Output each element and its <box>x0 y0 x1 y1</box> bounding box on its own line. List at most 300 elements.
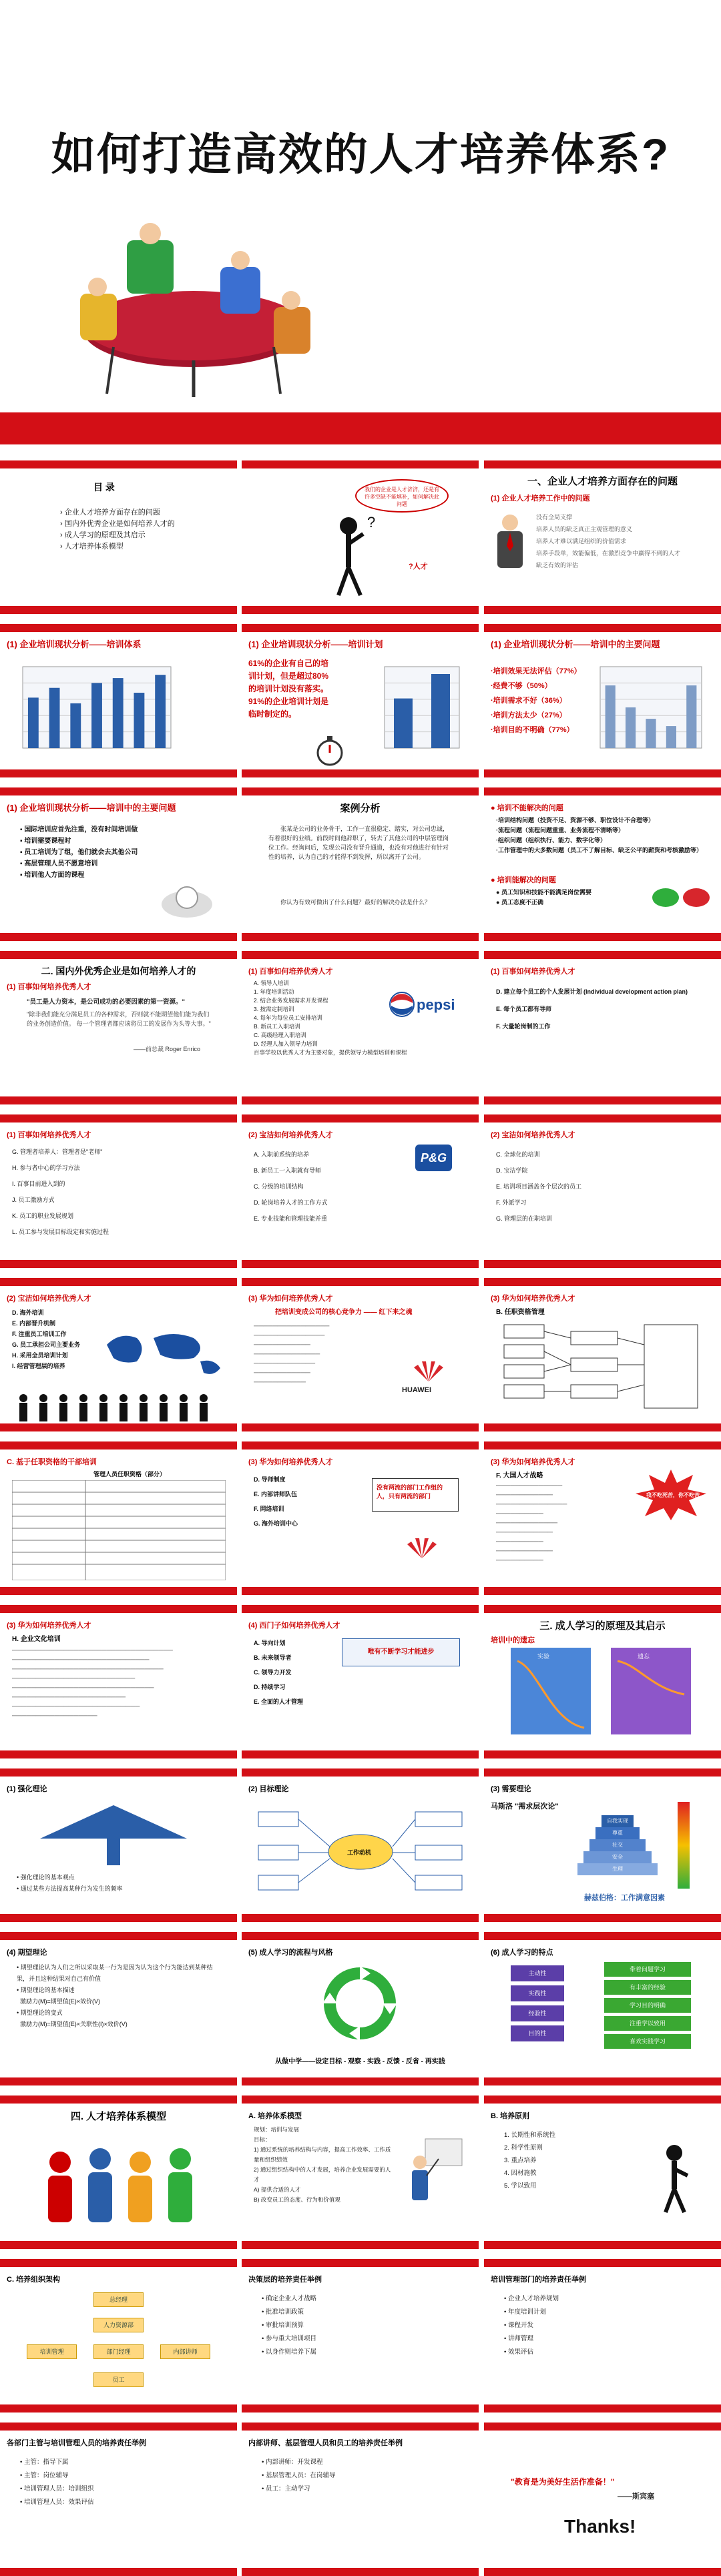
thinking-person-icon <box>651 2142 698 2216</box>
slide-subtitle: (2) 宝洁如何培养优秀人才 <box>248 1131 333 1139</box>
list-item: C. 领导力开发 <box>254 1669 292 1676</box>
slide-subtitle: ● 培训不能解决的问题 <box>491 804 563 812</box>
list-item: F. 外派学习 <box>496 1199 527 1206</box>
list-item: • 员工：主动学习 <box>262 2485 310 2493</box>
slide-subtitle: (1) 百事如何培养优秀人才 <box>7 983 91 991</box>
pepsi-wordmark: pepsi <box>417 996 455 1013</box>
org-box: 部门经理 <box>93 2344 144 2359</box>
list-item: I. 百事目前进入到的 <box>12 1181 65 1187</box>
list-item: • 主管：指导下属 <box>20 2459 69 2466</box>
list-item: F. 大量轮岗制的工作 <box>496 1023 551 1030</box>
list-item: • 期望理论的变式 <box>17 2009 63 2016</box>
pyramid-level: 生理 <box>577 1863 658 1875</box>
list-item: 百事学校以优秀人才为主要对象，提供领导力模型培训和课程 <box>254 1049 407 1056</box>
qualification-table <box>12 1480 226 1580</box>
page-title: 如何打造高效的人才培养体系? <box>51 129 670 179</box>
chart-bar <box>134 693 145 748</box>
closing-quote: "教育是为美好生活作准备！" <box>511 2477 615 2487</box>
list-item: 1. 年度培训活动 <box>254 988 294 995</box>
list-item: ● 员工知识和技能不能满足岗位需要 <box>496 889 591 896</box>
pepsi-list <box>496 983 688 1035</box>
list-item: • 培训管理人员：培训组织 <box>20 2485 94 2493</box>
list-item: D. 导师制度 <box>254 1476 286 1483</box>
trait-box: 注重学以致用 <box>604 2016 691 2031</box>
slide-subtitle: (1) 企业人才培养工作中的问题 <box>491 495 590 503</box>
chart-bar <box>91 683 102 748</box>
buttons-icon <box>651 884 711 911</box>
slide-subtitle: (1) 强化理论 <box>7 1785 47 1793</box>
slide-pepsi-3 <box>0 1114 237 1268</box>
maslow-pyramid <box>577 1815 658 1875</box>
slide-title: 三. 成人学习的原理及其启示 <box>539 1620 666 1632</box>
huawei-wordmark: HUAWEI <box>402 1386 431 1394</box>
unsolvable-list <box>496 816 702 856</box>
list-item: D. 经理人加入领导力培训 <box>254 1040 318 1047</box>
chart-bar <box>49 688 60 748</box>
slide-subtitle: (3) 华为如何培养优秀人才 <box>491 1458 575 1466</box>
list-item: C. 全球化的培训 <box>496 1151 540 1158</box>
slide-huawei-5 <box>484 1441 721 1595</box>
list-item: ▪ 员工培训为了组，他们就会去其他公司 <box>20 849 138 856</box>
org-box: 培训管理 <box>27 2344 77 2359</box>
list-item: ·经费不够（50%） <box>491 682 552 690</box>
slide-title: (1) 企业培训现状分析——培训体系 <box>7 639 142 649</box>
trait-box: 实践性 <box>511 1985 564 2001</box>
list-item: • 内部讲师：开发课程 <box>262 2459 323 2466</box>
slide-subtitle: (2) 宝洁如何培养优秀人才 <box>491 1131 575 1139</box>
chart-bar <box>646 719 656 748</box>
slide-thanks <box>484 2423 721 2576</box>
slide-subtitle: (5) 成人学习的流程与风格 <box>248 1949 333 1957</box>
world-map-icon <box>100 1325 227 1385</box>
slide-training-issues-2 <box>0 787 237 941</box>
problem-list <box>536 511 680 571</box>
list-item: • 讲师管理 <box>504 2335 533 2342</box>
list-item: B) 改变员工的态度、行为和价值观 <box>254 2196 340 2203</box>
list-item: 没有全局支撑 <box>536 514 573 521</box>
slide-training-system <box>0 624 237 777</box>
forgetting-curve-chart <box>511 1648 698 1744</box>
section-head: H. 企业文化培训 <box>12 1636 61 1643</box>
chart-bar <box>626 707 636 748</box>
responsibility-list <box>262 2292 316 2359</box>
list-item: • 审批培训预算 <box>262 2322 304 2329</box>
list-item: 4. 每年为每位员工安排培训 <box>254 1014 322 1021</box>
slide-solvable-problems <box>484 787 721 941</box>
learning-cycle-diagram <box>318 1962 402 2045</box>
slide-org-structure <box>0 2259 237 2412</box>
light-bulb-icon <box>160 874 214 921</box>
meeting-illustration <box>53 214 334 407</box>
thanks-text: Thanks! <box>564 2516 636 2537</box>
thinking-person-icon <box>322 514 382 601</box>
slide-model-title <box>0 2096 237 2249</box>
slide-subtitle: (4) 西门子如何培养优秀人才 <box>248 1622 340 1630</box>
expectancy-list <box>17 1962 217 2030</box>
list-item: B. 新员工入职培训 <box>254 1023 300 1030</box>
list-item: D. 宝洁学院 <box>496 1167 528 1174</box>
model-list <box>254 2125 394 2205</box>
body-lines: ──────────────── ─────────────── ──────────── ────────────── ───────────── ──────────── ─────────── <box>254 1323 330 1386</box>
slide-case-study <box>242 787 479 941</box>
slide-subtitle: C. 培养组织架构 <box>7 2276 61 2284</box>
slide-training-plan <box>242 624 479 777</box>
list-item: I. 经营管理层的培养 <box>12 1363 65 1369</box>
trait-box: 带着问题学习 <box>604 1962 691 1977</box>
list-item: 3. 重点培养 <box>504 2157 537 2164</box>
list-item: ·工作管理中的大多数问题（员工不了解目标、缺乏公平的薪资和考核激励等） <box>496 847 702 854</box>
slide-internal-trainers <box>242 2423 479 2576</box>
quote-box: 唯有不断学习才能进步 <box>342 1638 460 1666</box>
list-item: D. 轮岗培养人才的工作方式 <box>254 1199 328 1206</box>
list-item: 缺乏有效的评估 <box>536 562 579 569</box>
people-group-icon <box>33 2136 207 2236</box>
list-item: E. 全面的人才管理 <box>254 1698 304 1705</box>
slide-subtitle: 各部门主管与培训管理人员的培养责任举例 <box>7 2439 146 2447</box>
slide-pg-3 <box>0 1278 237 1431</box>
slide-pg-1 <box>242 1114 479 1268</box>
list-item: D. 持续学习 <box>254 1684 286 1690</box>
list-item: C. 高级经理入职培训 <box>254 1032 306 1038</box>
reinforcement-list <box>17 1872 123 1895</box>
slide-title: (1) 企业培训现状分析——培训中的主要问题 <box>491 639 660 649</box>
list-item: • 通过某些方法提高某种行为发生的频率 <box>17 1885 123 1892</box>
slide-subtitle: (3) 华为如何培养优秀人才 <box>7 1622 91 1630</box>
slide-title: (1) 企业培训现状分析——培训中的主要问题 <box>7 803 176 813</box>
list-item: 2) 通过组织结构中的人才发展，培养企业发展需要的人才 <box>254 2166 391 2183</box>
issue-list <box>20 824 138 881</box>
huawei-logo-icon <box>402 1535 442 1562</box>
plan-list <box>248 657 335 721</box>
chart-bar <box>394 699 413 748</box>
list-item: A. 入职前系统的培养 <box>254 1151 310 1158</box>
list-item: D. 建立每个员工的个人发展计划 (Individual development action plan) <box>496 988 688 995</box>
list-item: 61%的企业有自己的培训计划，但是超过80%的培训计划没有落实。 <box>248 659 329 693</box>
section-head: B. 任职资格管理 <box>496 1309 545 1316</box>
list-item: ▪ 培训需要课程时 <box>20 838 71 845</box>
pepsi-list <box>12 1144 109 1240</box>
slide-huawei-2 <box>484 1278 721 1431</box>
pg-list <box>12 1307 80 1371</box>
training-system-chart <box>13 657 180 757</box>
body-lines: ────────────────────────────────── ───────────────────────────── ──────────────────────────────── ────────────────────────── ────────────────────────────── ──────────────────────── ─────────────────────────── ────────────────── <box>12 1647 173 1720</box>
case-question: 你认为有效可做出了什么问题？最好的解决办法是什么？ <box>280 899 431 906</box>
slide-subtitle: (2) 宝洁如何培养优秀人才 <box>7 1295 91 1303</box>
slide-toc <box>0 460 237 614</box>
slide-title: 一、企业人才培养方面存在的问题 <box>527 476 678 487</box>
slide-huawei-6 <box>0 1605 237 1758</box>
slide-title: 四. 人才培养体系模型 <box>70 2111 167 2122</box>
list-item: • 以身作则培养下属 <box>262 2348 316 2356</box>
chart-bar <box>155 675 166 748</box>
legend-left: 实验 <box>537 1653 550 1660</box>
slide-expectancy <box>0 1932 237 2085</box>
trait-box: 学习目的明确 <box>604 1998 691 2013</box>
org-box: 人力资源部 <box>93 2318 144 2332</box>
list-item: ·培训需求不好（36%） <box>491 697 567 705</box>
slide-subtitle: A. 培养体系模型 <box>248 2112 302 2120</box>
list-item: 培养人才难以满足组织的价值需求 <box>536 538 627 545</box>
siemens-list <box>254 1636 303 1709</box>
trait-box: 目的性 <box>511 2025 564 2041</box>
chart-bar <box>686 685 696 748</box>
huawei-list <box>254 1472 298 1531</box>
slide-title: (1) 企业培训现状分析——培训计划 <box>248 639 383 649</box>
list-item: • 效果评估 <box>504 2348 533 2356</box>
chart-bar <box>666 726 676 748</box>
issue-list <box>491 664 581 737</box>
list-item: E. 内部晋升机制 <box>12 1320 56 1327</box>
list-item: • 批准培训政策 <box>262 2308 304 2316</box>
list-item: F. 注重员工培训工作 <box>12 1331 67 1337</box>
list-item: 5. 学以致用 <box>504 2182 537 2190</box>
list-item: • 培训管理人员：效果评估 <box>20 2499 94 2506</box>
list-item: 培养手段单，效能偏低，在激烈竞争中赢得不到的人才 <box>536 550 681 557</box>
slide-footer: 赫兹伯格：工作满意因素 <box>584 1894 665 1902</box>
list-item: ·培训效果无法评估（77%） <box>491 667 581 675</box>
slide-subtitle: B. 培养原则 <box>491 2112 530 2120</box>
slide-question <box>242 460 479 614</box>
list-item: ·组织问题（组织执行、能力、数字化等） <box>496 837 606 844</box>
legend-right: 遗忘 <box>638 1653 650 1660</box>
list-item: F. 网络培训 <box>254 1506 284 1512</box>
slide-huawei-3 <box>0 1441 237 1595</box>
chart-bar <box>28 697 39 748</box>
slide-learning-principles <box>484 1605 721 1758</box>
people-silhouettes-icon <box>13 1391 227 1421</box>
slide-huawei-1 <box>242 1278 479 1431</box>
slide-pg-2 <box>484 1114 721 1268</box>
list-item: • 主管：岗位辅导 <box>20 2472 69 2479</box>
slide-subtitle: (2) 目标理论 <box>248 1785 289 1793</box>
slide-need-theory <box>484 1768 721 1922</box>
list-item: • 参与重大培训项目 <box>262 2335 316 2342</box>
training-plan-chart <box>375 657 469 757</box>
slide-problems <box>484 460 721 614</box>
huawei-logo-icon <box>409 1358 449 1385</box>
responsibility-list <box>262 2456 335 2496</box>
reinforcement-diagram <box>40 1802 187 1869</box>
list-item: G. 海外培训中心 <box>254 1520 298 1527</box>
trait-box: 主动性 <box>511 1965 564 1981</box>
title-slide <box>0 0 721 460</box>
org-box: 总经理 <box>93 2292 144 2307</box>
list-item: A) 提供合适的人才 <box>254 2186 301 2193</box>
slide-model-b <box>484 2096 721 2249</box>
chart-bar <box>606 685 616 748</box>
pyramid-level: 自我实现 <box>602 1815 634 1827</box>
list-item: • 年度培训计划 <box>504 2308 546 2316</box>
pepsi-list <box>254 979 407 1057</box>
list-item: ·培训结构问题（投资不足、资源不够、职位设计不合理等） <box>496 817 654 824</box>
slide-subtitle: 培训管理部门的培养责任举例 <box>491 2276 586 2284</box>
list-item: ·培训目的不明确（77%） <box>491 726 574 734</box>
toc-list <box>60 507 175 553</box>
list-item: D. 海外培训 <box>12 1309 44 1316</box>
list-item: ▪ 高层管理人员不愿意培训 <box>20 860 98 868</box>
slide-decision-layer <box>242 2259 479 2412</box>
list-item: 3. 按需定制培训 <box>254 1006 294 1012</box>
list-item: C. 分级的培训结构 <box>254 1183 304 1190</box>
table-head: 管理人员任职资格（部分） <box>93 1471 166 1478</box>
slide-huawei-4 <box>242 1441 479 1595</box>
list-item: G. 管理者培养人：管理者是"老师" <box>12 1149 103 1155</box>
pg-logo: P&G <box>415 1145 452 1171</box>
list-item: 激励力(M)=期望值(E)×效价(V) <box>20 1998 101 2005</box>
list-item: A. 导向计划 <box>254 1640 286 1646</box>
slide-subtitle: ● 培训能解决的问题 <box>491 876 556 884</box>
list-item: E. 内部讲师队伍 <box>254 1491 298 1498</box>
pepsi-logo-icon <box>389 991 415 1018</box>
slide-pepsi-1 <box>242 951 479 1104</box>
pg-list <box>496 1147 581 1227</box>
list-item: E. 专业技能和管理技能并重 <box>254 1215 328 1222</box>
toc-item[interactable]: › 国内外优秀企业是如何培养人才的 <box>60 520 175 528</box>
slide-training-issues <box>484 624 721 777</box>
responsibility-list <box>504 2292 559 2359</box>
motivation-bar <box>678 1802 690 1889</box>
list-item: 2. 科学性原则 <box>504 2144 543 2152</box>
pyramid-level: 尊重 <box>595 1827 640 1839</box>
list-item: G. 员工承担公司主要业务 <box>12 1341 81 1348</box>
list-item: 1) 通过系统的培养结构与内容，提高工作效率、工作质量和组织绩效 <box>254 2146 391 2163</box>
chart-bar <box>431 674 450 748</box>
slide-subtitle: (3) 华为如何培养优秀人才 <box>491 1295 575 1303</box>
slide-siemens <box>242 1605 479 1758</box>
diagram-center: 工作动机 <box>347 1849 372 1856</box>
toc-item[interactable]: › 人才培养体系模型 <box>60 543 124 551</box>
slide-model-a <box>242 2096 479 2249</box>
list-item: ·培训方法太少（27%） <box>491 711 567 719</box>
list-item: • 课程开发 <box>504 2322 533 2329</box>
qualification-diagram <box>497 1318 704 1418</box>
list-item: • 强化理论的基本观点 <box>17 1874 75 1881</box>
pg-list <box>254 1147 328 1227</box>
org-box: 员工 <box>93 2372 144 2387</box>
quote-box: 没有两流的部门工作组的人，只有两流的部门 <box>372 1478 459 1512</box>
slide-pepsi-intro <box>0 951 237 1104</box>
slide-adult-learning <box>484 1932 721 2085</box>
list-item: • 期望理论的基本描述 <box>17 1987 75 1993</box>
list-item: 激励力(M)=期望值(E)×关联性(I)×效价(V) <box>20 2021 128 2027</box>
title-band <box>0 412 721 444</box>
list-item: ·流程问题（流程问题重重、业务流程不清晰等） <box>496 827 624 834</box>
case-body: 张某是公司的业务骨干，工作一直很稳定、踏实，对公司忠诚，有着很好的业绩。前段时间他辞职了，转去了其他公司的中层管理岗位工作。经询问后，发现公司没有晋升通道，也没有对他进行有针对性的培养，认为自己的才能得不到发挥，所以离开了公司。 <box>268 826 449 860</box>
list-item: • 确定企业人才战略 <box>262 2295 316 2302</box>
slide-title: 案例分析 <box>340 803 381 814</box>
slide-subtitle: (3) 需要理论 <box>491 1785 531 1793</box>
slide-subtitle: (1) 百事如何培养优秀人才 <box>7 1131 91 1139</box>
list-item: • 期望理论认为人们之所以采取某一行为是因为认为这个行为能达到某种结果，并且这种结果对自己有价值 <box>17 1964 213 1982</box>
slide-subtitle: (1) 百事如何培养优秀人才 <box>248 968 333 976</box>
list-item: B. 新员工一入职就有导师 <box>254 1167 322 1174</box>
section-head: F. 大国人才战略 <box>496 1472 543 1480</box>
list-item: K. 员工的职业发展规划 <box>12 1213 74 1219</box>
quote-text: "员工是人力资本，是公司成功的必要因素的第一资源。" <box>27 998 186 1006</box>
question-caption: ?人才 <box>409 563 428 571</box>
slide-footer: 从做中学——设定目标 - 观察 - 实践 - 反馈 - 反省 - 再实践 <box>275 2058 445 2065</box>
list-item: 91%的企业培训计划是临时制定的。 <box>248 697 329 719</box>
list-item: A. 领导人培训 <box>254 980 289 986</box>
list-item: ● 员工态度不正确 <box>496 899 543 906</box>
chart-bar <box>70 703 81 748</box>
list-item: J. 员工激励方式 <box>12 1197 55 1203</box>
starburst-text: 我不吃死苦，你不吃苦 <box>646 1492 700 1498</box>
list-item: 4. 因材施教 <box>504 2170 537 2177</box>
list-item: 培养人员的缺乏真正主观管理的意义 <box>536 526 633 533</box>
solvable-list <box>496 888 591 908</box>
slide-subtitle: C. 基于任职资格的干部培训 <box>7 1458 97 1466</box>
list-item: 2. 结合业务发展需求开发课程 <box>254 997 328 1004</box>
pyramid-level: 安全 <box>583 1851 652 1863</box>
quote-body: "除非我们能充分满足员工的各种需求，否则就不能期望他们能为我们的业务创造价值。 每一个管理者都应该将员工的发展作为头等大事。" <box>27 1011 211 1027</box>
list-item: ▪ 培训他人方面的课程 <box>20 872 85 879</box>
pyramid-level: 社交 <box>589 1839 646 1851</box>
trait-box: 经验性 <box>511 2005 564 2021</box>
slide-subtitle: (6) 成人学习的特点 <box>491 1949 553 1957</box>
list-item: G. 管理层的在职培训 <box>496 1215 553 1222</box>
businessman-icon <box>492 513 529 573</box>
toc-item[interactable]: › 成人学习的原理及其启示 <box>60 531 146 539</box>
list-item: H. 采用全员培训计划 <box>12 1352 68 1359</box>
slide-subtitle: 内部讲师、基层管理人员和员工的培养责任举例 <box>248 2439 403 2447</box>
body-lines: ────────────── ──────────── ─────────────── ────────── ───────────── ──────────── ────────── ──────────── ────────── <box>496 1482 567 1564</box>
stopwatch-icon <box>315 734 345 767</box>
list-item: B. 未来领导者 <box>254 1654 292 1661</box>
quote-text: 把培训变成公司的核心竞争力 —— 红下来之魂 <box>275 1309 413 1316</box>
slide-learning-cycle <box>242 1932 479 2085</box>
slide-pepsi-2 <box>484 951 721 1104</box>
training-issues-chart <box>591 657 711 757</box>
list-item: • 企业人才培养规划 <box>504 2295 559 2302</box>
slide-title: 二. 国内外优秀企业是如何培养人才的 <box>41 966 196 976</box>
slide-subtitle: 培训中的遗忘 <box>491 1636 535 1644</box>
slide-subtitle: 决策层的培养责任举例 <box>248 2276 322 2284</box>
svg-text:?: ? <box>367 514 376 531</box>
quote-sign: ——前总裁 Roger Enrico <box>134 1046 201 1052</box>
slide-subtitle: (4) 期望理论 <box>7 1949 47 1957</box>
slide-subtitle: (3) 华为如何培养优秀人才 <box>248 1458 333 1466</box>
principles-list <box>504 2129 555 2192</box>
trait-box: 喜欢实践学习 <box>604 2034 691 2049</box>
trait-left <box>511 1965 564 2045</box>
list-item: 1. 长期性和系统性 <box>504 2132 556 2139</box>
list-item: E. 每个员工都有导师 <box>496 1006 552 1012</box>
chart-bar <box>113 678 124 748</box>
trait-box: 有丰富的经验 <box>604 1980 691 1995</box>
slide-reinforcement <box>0 1768 237 1922</box>
list-item: 目标： <box>254 2136 271 2143</box>
closing-sign: ——斯宾塞 <box>618 2493 654 2501</box>
thought-bubble: 我们的企业是人才济济，还是有许多空缺不能填补，如何解决此问题 <box>355 479 449 513</box>
trait-right <box>604 1962 691 2052</box>
list-item: E. 培训项目涵盖各个层次的员工 <box>496 1183 582 1190</box>
slide-dept-managers <box>0 2423 237 2576</box>
list-item: H. 参与者中心的学习方法 <box>12 1165 80 1171</box>
section-head: 马斯洛 "需求层次论" <box>491 1803 559 1811</box>
list-item: • 基层管理人员：在岗辅导 <box>262 2472 336 2479</box>
list-item: ▪ 国际培训应首先注重，没有时间培训做 <box>20 826 138 834</box>
responsibility-list <box>20 2456 93 2509</box>
slide-subtitle: (1) 百事如何培养优秀人才 <box>491 968 575 976</box>
slide-goal-theory <box>242 1768 479 1922</box>
toc-item[interactable]: › 企业人才培养方面存在的问题 <box>60 509 160 517</box>
list-item: L. 员工参与发展目标设定和实施过程 <box>12 1229 109 1235</box>
toc-heading: 目 录 <box>93 482 115 493</box>
org-box: 内部讲师 <box>160 2344 210 2359</box>
slide-subtitle: (3) 华为如何培养优秀人才 <box>248 1295 333 1303</box>
presenter-icon <box>405 2136 465 2209</box>
